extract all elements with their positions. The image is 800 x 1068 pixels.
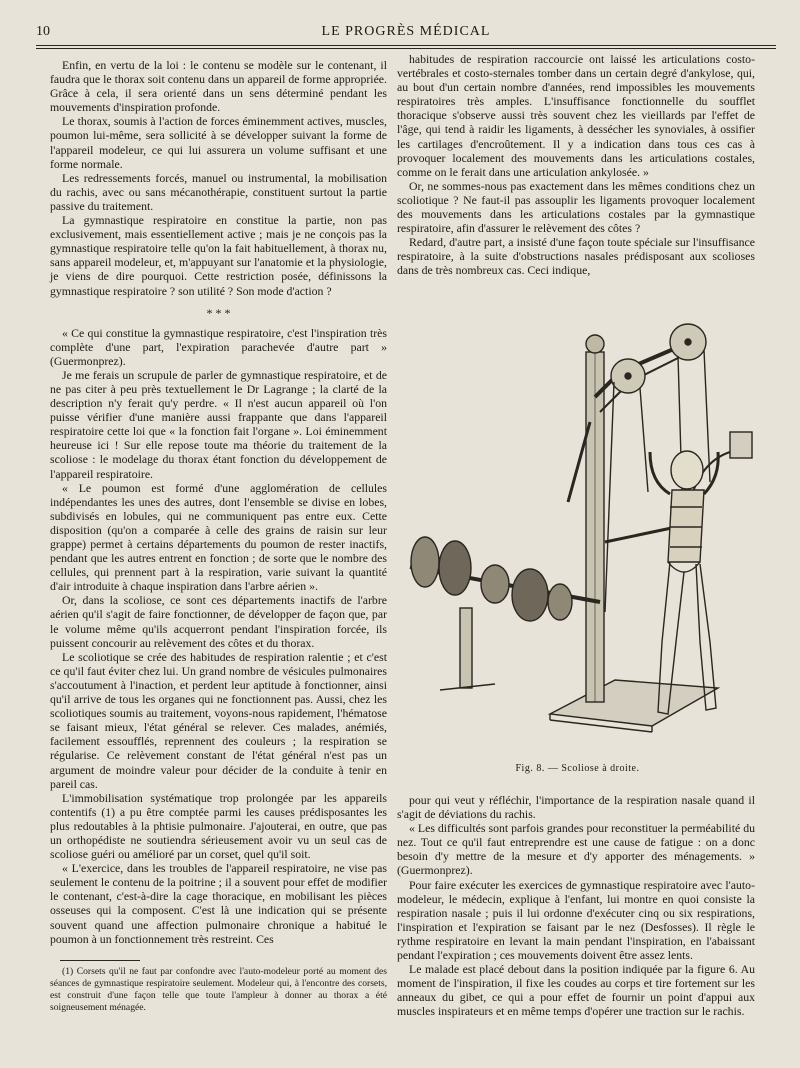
paragraph: « Le poumon est formé d'une agglomération de cellules indépendantes les unes des autres, dont l'ensemble se divise en lobes, subdivisés en lobules, qui ne communiquent pas entre eux. Cette disposition (qu'on a comparée à celle des grains de raisin sur leur grappe) permet à certains départements du poumon de rester inactifs, pendant que les autres entrent en fonction ; de sorte que le nombre des cellules, qui prennent part à la respiration, varie suivant la quantité d'air introduite à chaque inspiration dans l'arbre aérien ». [50,480,387,594]
gymnastics-apparatus-engraving [400,312,755,758]
paragraph: « Les difficultés sont parfois grandes pour reconstituer la perméabilité du nez. Tout ce qu'il faut entreprendre est une cause de fatigue : on a donc besoin d'y mettre de la mesure et d'y apporter des ménagements. » (Guermonprez). [397,821,755,878]
paragraph: Pour faire exécuter les exercices de gymnastique respiratoire avec l'auto-modeleur, le médecin, explique à l'enfant, lui montre en quoi consiste la respiration nasale ; puis il lui ordonne d'exécuter cinq ou six respirations, l'inspiration et l'expiration se faisant par le nez (Desfosses). Il règle le rythme respiratoire en levant la main pendant l'inspiration, en l'abaissant pendant l'expiration ; ces mouvements doivent être assez lents. [397,877,755,963]
paragraph: Le thorax, soumis à l'action de forces éminemment actives, muscles, poumon lui-même, sera sollicité à se développer suivant la forme de l'appareil modeleur, ce qui lui assurera un volume suffisant et une forme normale. [50,114,387,171]
page-number: 10 [36,24,50,39]
paragraph: « L'exercice, dans les troubles de l'appareil respiratoire, ne vise pas seulement le contenu de la poitrine ; il a souvent pour effet de modifier le contenant, c'est-à-dire la cage thoracique, en mobilisant les pièces osseuses qui la composent. C'est là une indication qui se présente souvent quand une affection pulmonaire chronique a habitué le poumon à un fonctionnement très restreint. Ces [50,861,387,946]
section-asterism: * * * [206,305,231,320]
page-header [36,24,776,46]
paragraph: L'immobilisation systématique trop prolongée par les appareils contentifs (1) a pu être comptée parmi les causes prédisposantes les plus redoutables à la phtisie pulmonaire. J'ajouterai, en outre, que pas un orthopédiste ne soutiendra sérieusement avoir vu un seul cas de scoliose guéri ou amélioré par un corset, quel qu'il soit. [50,790,387,862]
left-column [50,58,387,946]
figure-caption: Fig. 8. — Scoliose à droite. [515,763,640,774]
paragraph: « Ce qui constitue la gymnastique respiratoire, c'est l'inspiration très complète d'une part, l'expiration parachevée d'autre part » (Guermonprez). [50,325,387,368]
footnote-rule [60,960,140,961]
paragraph: Le malade est placé debout dans la position indiquée par la figure 6. Au moment de l'inspiration, il fixe les coudes au corps et tire fortement sur les anneaux du gibet, ce qui a pour effet de fournir un point d'appui aux muscles inspirateurs et en même temps d'opérer une traction sur le rachis. [397,962,755,1019]
header-rule [36,45,776,46]
paragraph: Or, dans la scoliose, ce sont ces départements inactifs de l'arbre aérien qu'il s'agit de faire fonctionner, de développer de façon que, par le volume même qu'ils acquerront pendant l'inspiration forcée, ils puissent concourir au relèvement des côtes et du thorax. [50,593,387,650]
running-title: LE PROGRÈS MÉDICAL [321,24,491,39]
paragraph: Le scoliotique se crée des habitudes de respiration ralentie ; et c'est ce qu'il faut éviter chez lui. Un grand nombre de vésicules pulmonaires s'accoutument à l'inaction, et perdent leur aptitude à fonctionner, ainsi qu'il arrive de tous les organes qui ne fonctionnent pas. Aussi, chez les scoliotiques soumis au traitement, voyons-nous rapidement, l'hématose se faisant mieux, l'état général se relever. Ces malades, anémiés, facilement essoufflés, reprennent des couleurs ; la respiration se régularise. Ce relèvement constant de l'état général n'est pas un argument de moindre valeur pour décider de la conduite à tenir en pareil cas. [50,649,387,791]
paragraph: Enfin, en vertu de la loi : le contenu se modèle sur le contenant, il faudra que le thorax soit contenu dans un appareil de forme appropriée. Grâce à cela, il sera orienté dans un sens déterminé pendant les mouvements d'inspiration profonde. [50,58,387,115]
right-column-top [397,52,755,278]
paragraph: Or, ne sommes-nous pas exactement dans les mêmes conditions chez un scoliotique ? Ne faut-il pas assouplir les ligaments provoquer localement des mouvements dans les articulations costales par la gymnastique respiratoire, afin d'assurer le relèvement des côtes ? [397,178,755,236]
paragraph: pour qui veut y réfléchir, l'importance de la respiration nasale quand il s'agit de déviations du rachis. [397,793,755,822]
paragraph: La gymnastique respiratoire en constitue la partie, non pas exclusivement, mais essentiellement active ; mais je ne conçois pas la gymnastique respiratoire telle qu'on la fait habituellement, à thorax nu, sans appareil modeleur, et, m'appuyant sur l'anatomie et la physiologie, je viens de dire pourquoi. Cette restriction posée, définissons la gymnastique respiratoire ? son utilité ? Son mode d'action ? [50,213,387,298]
footnote [50,966,387,1014]
paragraph: Je me ferais un scrupule de parler de gymnastique respiratoire, et de ne pas citer à peu près textuellement le Dr Lagrange ; la clarté de la description n'y ferait qu'y perdre. « Il n'est aucun appareil où l'on puisse vérifier d'une manière aussi frappante que dans l'appareil respiratoire cette loi que « la fonction fait l'organe ». Loi éminemment heureuse ici ! Sur elle repose toute ma théorie du traitement de la scoliose : le modelage du thorax étant fonction du développement de l'appareil respiratoire. [50,367,387,481]
right-column-bottom [397,793,755,1019]
paragraph: habitudes de respiration raccourcie ont laissé les articulations costo-vertébrales et costo-sternales tomber dans un certain degré d'ankylose, qui, au bout d'un certain nombre d'années, rend impossibles les mouvements respiratoires très amples. L'insuffisance fonctionnelle du soufflet thoracique s'observe aussi très souvent chez les vieillards par l'effet de l'âge, qui tend à raidir les ligaments, à dessécher les synoviales, à ossifier les cartilages d'encroûtement. Il y a indication dans tous ces cas à provoquer localement des mouvements dans les articulations costales, comme on le ferait dans une articulation ankylosée. » [397,52,755,179]
paragraph: Redard, d'autre part, a insisté d'une façon toute spéciale sur l'insuffisance respiratoire, à la suite d'obstructions nasales prédisposant aux scolioses dans de très nombreux cas. Ceci indique, [397,235,755,278]
figure-illustration [400,312,755,758]
paragraph: Les redressements forcés, manuel ou instrumental, la mobilisation du rachis, avec ou sans mécanothérapie, constituent surtout la partie passive du traitement. [50,170,387,213]
footnote-text: (1) Corsets qu'il ne faut par confondre avec l'auto-modeleur porté au moment des séances de gymnastique respiratoire seulement. Modeleur qui, à l'encontre des corsets, est construit d'une façon telle que toute l'ampleur à donner au thorax a été soigneusement ménagée. [50,966,387,1013]
header-rule-thin [36,48,776,49]
